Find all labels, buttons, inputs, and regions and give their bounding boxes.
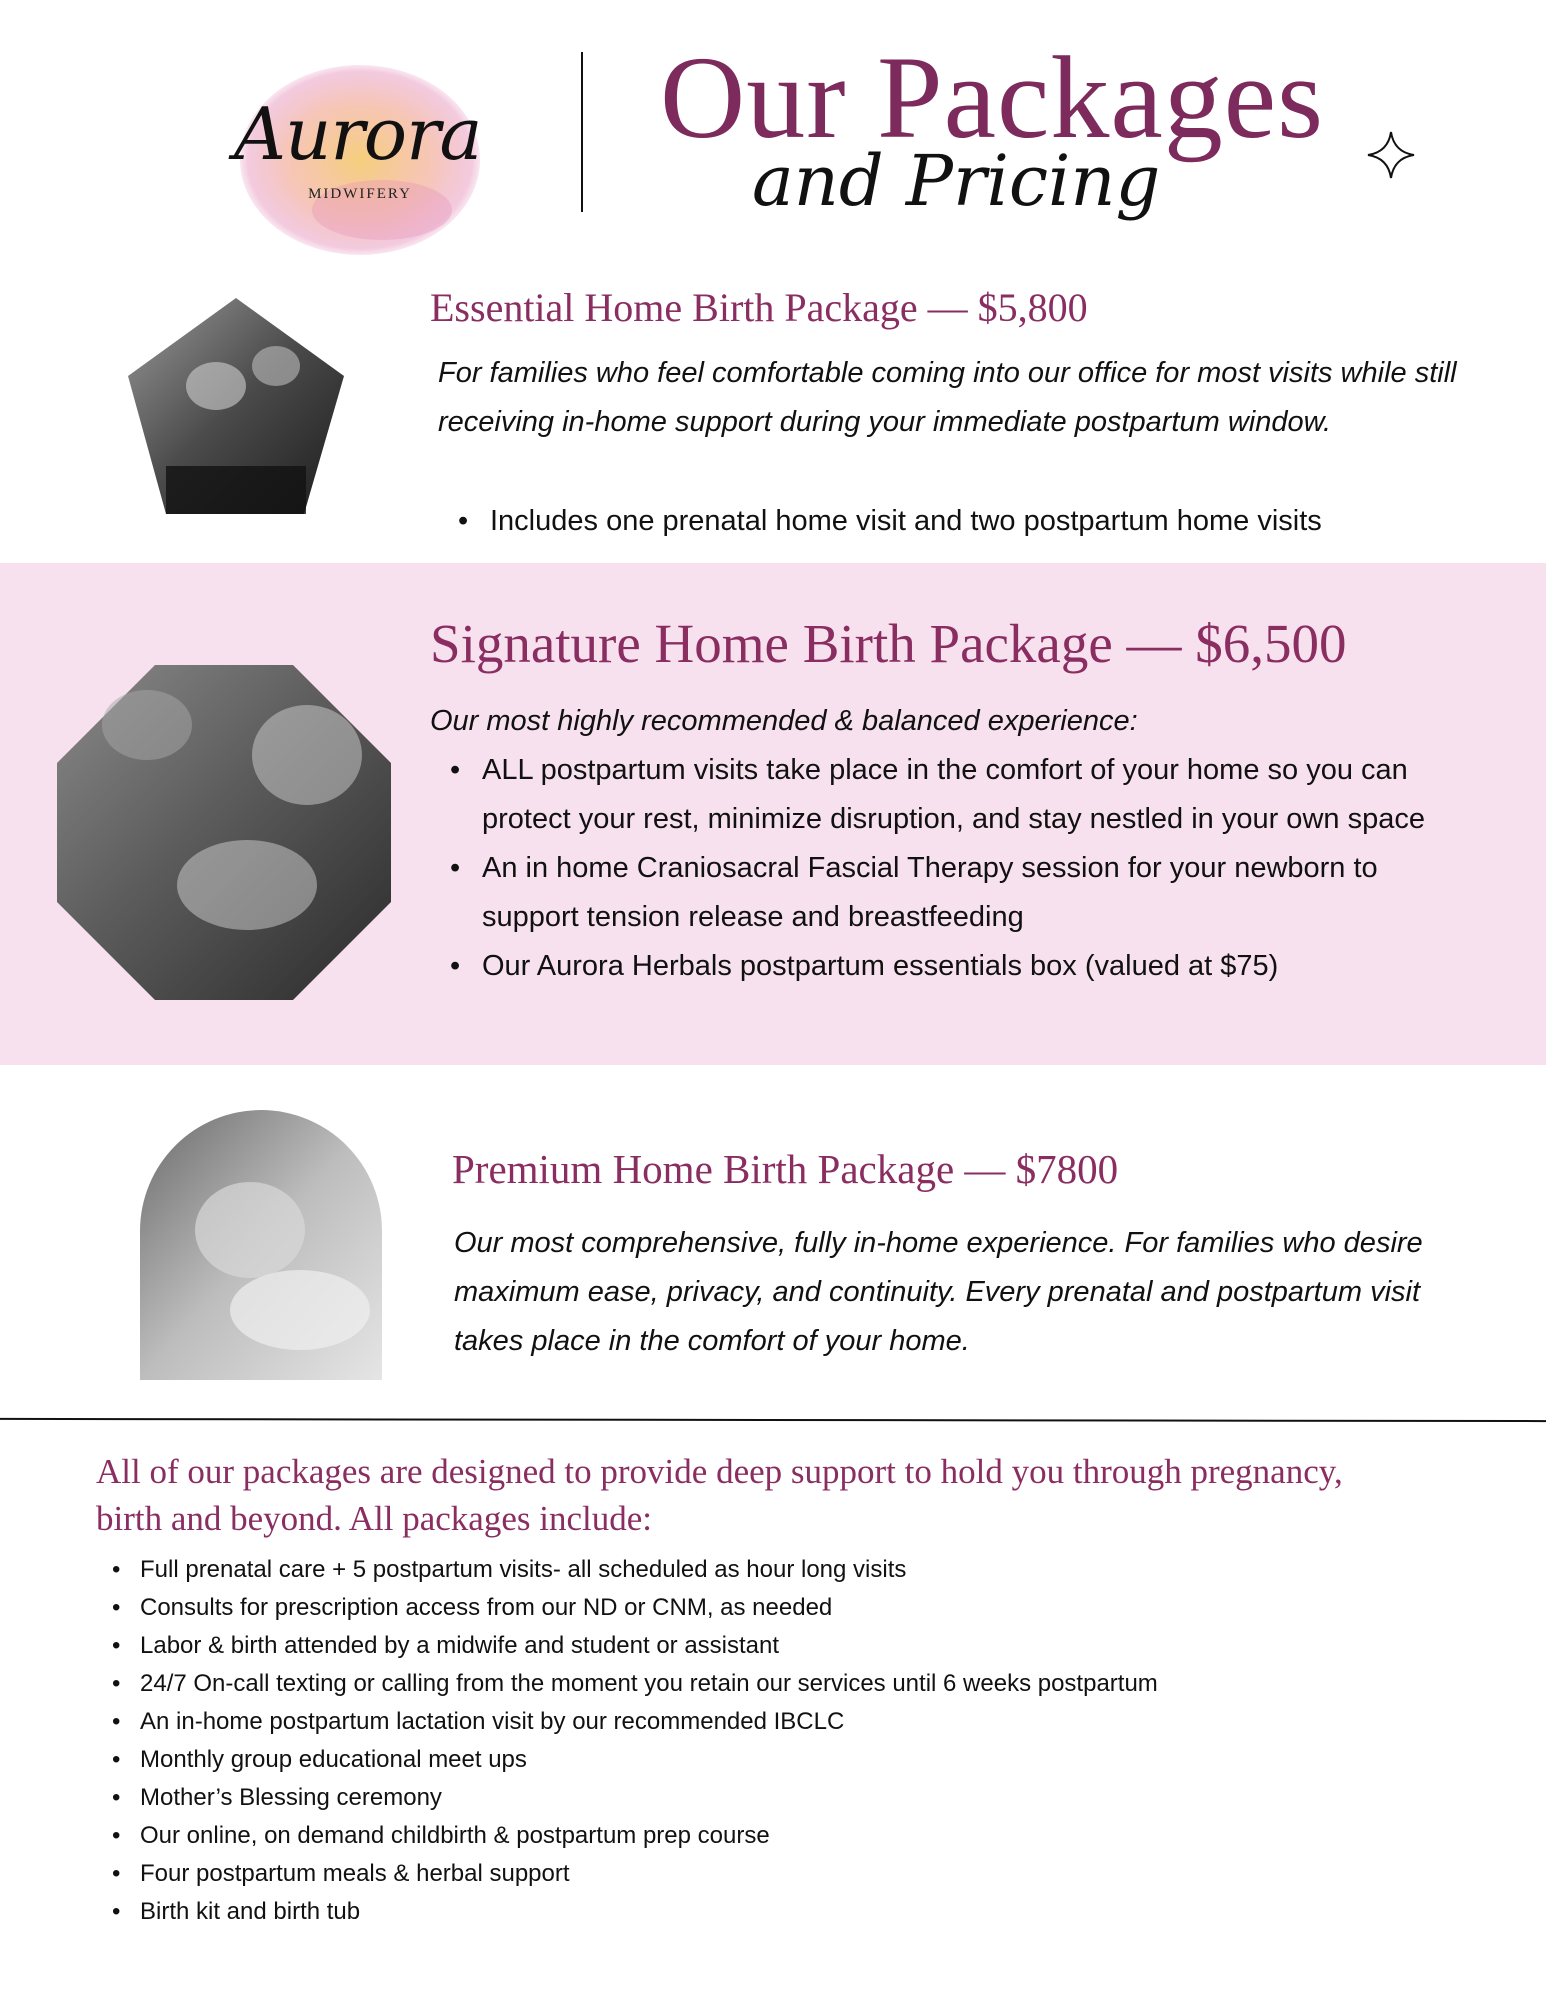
list-item: • Full prenatal care + 5 postpartum visits- all scheduled as hour long visits xyxy=(96,1551,1396,1589)
signature-package-description: Our most highly recommended & balanced experience: xyxy=(430,705,1138,737)
page-title: Our Packages xyxy=(660,32,1325,163)
logo-subtext: MIDWIFERY xyxy=(308,186,412,202)
list-item: • Birth kit and birth tub xyxy=(96,1893,1396,1931)
list-item: • 24/7 On-call texting or calling from the moment you retain our services until 6 weeks postpartum xyxy=(96,1665,1396,1703)
premium-package-photo xyxy=(140,1110,382,1380)
signature-package-title: Signature Home Birth Package — $6,500 xyxy=(430,613,1347,674)
list-item: • Our online, on demand childbirth & postpartum prep course xyxy=(96,1817,1396,1855)
logo-name: Aurora xyxy=(234,92,482,176)
sparkle-icon xyxy=(1366,130,1416,180)
list-item: • Monthly group educational meet ups xyxy=(96,1741,1396,1779)
list-item: • An in-home postpartum lactation visit by our recommended IBCLC xyxy=(96,1703,1396,1741)
page-subtitle: and Pricing xyxy=(752,140,1161,222)
header-divider xyxy=(581,52,583,212)
essential-package-photo xyxy=(126,296,346,516)
includes-list xyxy=(96,1551,1396,1931)
list-item: • Four postpartum meals & herbal support xyxy=(96,1855,1396,1893)
premium-package-title: Premium Home Birth Package — $7800 xyxy=(452,1146,1119,1192)
essential-package-bullets xyxy=(438,497,1498,546)
list-item: • Consults for prescription access from our ND or CNM, as needed xyxy=(96,1589,1396,1627)
list-item: • An in home Craniosacral Fascial Therapy session for your newborn to support tension release and breastfeeding xyxy=(430,844,1450,942)
signature-package-bullets xyxy=(430,746,1450,991)
essential-package-description: For families who feel comfortable coming into our office for most visits while still receiving in-home support during your immediate postpartum window. xyxy=(438,357,1457,438)
list-item: • Our Aurora Herbals postpartum essentials box (valued at $75) xyxy=(430,942,1450,991)
includes-intro: All of our packages are designed to provide deep support to hold you through pregnancy, birth and beyond. All packages include: xyxy=(96,1452,1343,1538)
list-item: • Labor & birth attended by a midwife and student or assistant xyxy=(96,1627,1396,1665)
premium-package-description: Our most comprehensive, fully in-home experience. For families who desire maximum ease, privacy, and continuity. Every prenatal and postpartum visit takes place in the comfort of your home. xyxy=(454,1227,1423,1357)
essential-package-title: Essential Home Birth Package — $5,800 xyxy=(430,285,1088,330)
list-item: • ALL postpartum visits take place in the comfort of your home so you can protect your rest, minimize disruption, and stay nestled in your own space xyxy=(430,746,1450,844)
list-item: • Includes one prenatal home visit and two postpartum home visits xyxy=(438,497,1498,546)
section-divider xyxy=(0,1418,1546,1422)
signature-package-photo xyxy=(57,665,391,1000)
list-item: • Mother’s Blessing ceremony xyxy=(96,1779,1396,1817)
